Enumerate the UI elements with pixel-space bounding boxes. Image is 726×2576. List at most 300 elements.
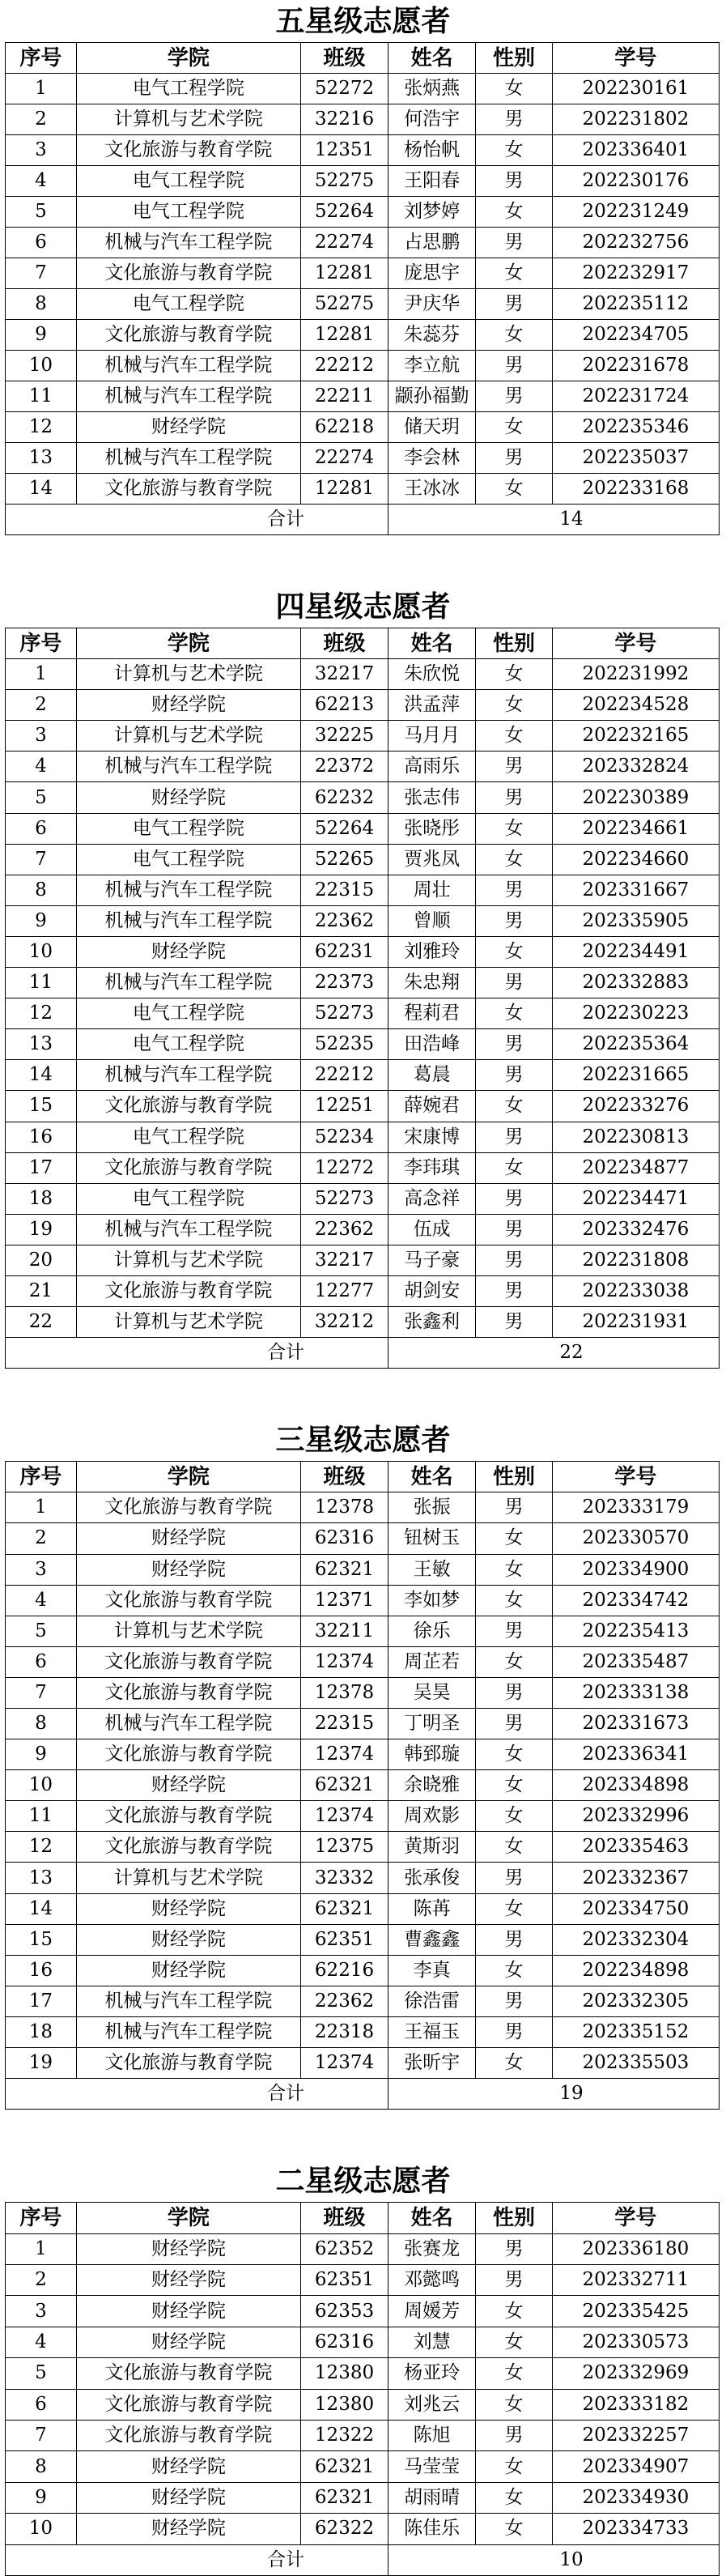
class-cell: 12272 (300, 1152, 388, 1183)
class-cell: 22274 (300, 228, 388, 258)
column-header-college: 学院 (76, 2203, 300, 2233)
seq-cell: 8 (6, 1709, 77, 1739)
seq-cell: 13 (6, 1863, 77, 1893)
table-row (6, 166, 720, 197)
section-title: 五星级志愿者 (275, 4, 451, 38)
student-id-cell: 202335463 (552, 1832, 719, 1863)
name-cell: 马月月 (388, 721, 476, 752)
seq-cell: 7 (6, 844, 77, 875)
class-cell: 12380 (300, 2389, 388, 2420)
name-cell: 胡剑安 (388, 1275, 476, 1306)
name-cell: 李如梦 (388, 1585, 476, 1616)
table-row (6, 2451, 720, 2482)
table-row (6, 1091, 720, 1122)
gender-cell: 女 (476, 2358, 553, 2389)
seq-cell: 4 (6, 752, 77, 782)
student-id-cell: 202333182 (552, 2389, 719, 2420)
seq-cell: 4 (6, 2327, 77, 2357)
seq-cell: 21 (6, 1275, 77, 1306)
student-id-cell: 202234528 (552, 690, 719, 721)
seq-cell: 10 (6, 2514, 77, 2544)
class-cell: 52264 (300, 197, 388, 228)
column-header-seq: 序号 (6, 2203, 77, 2233)
table-row (6, 1739, 720, 1770)
student-id-cell: 202234491 (552, 936, 719, 967)
student-id-cell: 202232165 (552, 721, 719, 752)
seq-cell: 9 (6, 905, 77, 936)
student-id-cell: 202336401 (552, 135, 719, 166)
class-cell: 62216 (300, 1955, 388, 1986)
name-cell: 张晓彤 (388, 813, 476, 844)
seq-cell: 5 (6, 1616, 77, 1646)
table-row (6, 1554, 720, 1585)
college-cell: 财经学院 (76, 2482, 300, 2513)
gender-cell: 女 (476, 813, 553, 844)
table-row (6, 1832, 720, 1863)
column-header-gender: 性别 (476, 1462, 553, 1492)
student-id-cell: 202333138 (552, 1677, 719, 1708)
class-cell: 62353 (300, 2296, 388, 2327)
college-cell: 文化旅游与教育学院 (76, 1739, 300, 1770)
column-header-student-id: 学号 (552, 43, 719, 74)
gender-cell: 男 (476, 1677, 553, 1708)
college-cell: 文化旅游与教育学院 (76, 2389, 300, 2420)
column-header-class: 班级 (300, 2203, 388, 2233)
column-header-college: 学院 (76, 43, 300, 74)
table-row (6, 320, 720, 351)
college-cell: 机械与汽车工程学院 (76, 875, 300, 905)
name-cell: 李真 (388, 1955, 476, 1986)
table-row (6, 197, 720, 228)
college-cell: 文化旅游与教育学院 (76, 1585, 300, 1616)
total-label: 合计 (6, 1338, 388, 1369)
gender-cell: 女 (476, 1585, 553, 1616)
gender-cell: 男 (476, 875, 553, 905)
student-id-cell: 202334742 (552, 1585, 719, 1616)
student-id-cell: 202234661 (552, 813, 719, 844)
roster-section (0, 1419, 726, 2110)
college-cell: 机械与汽车工程学院 (76, 1709, 300, 1739)
table-row (6, 74, 720, 104)
college-cell: 文化旅游与教育学院 (76, 1091, 300, 1122)
gender-cell: 男 (476, 2016, 553, 2047)
name-cell: 陈旭 (388, 2420, 476, 2450)
seq-cell: 19 (6, 1214, 77, 1245)
table-row (6, 813, 720, 844)
name-cell: 朱蕊芬 (388, 320, 476, 351)
class-cell: 12351 (300, 135, 388, 166)
seq-cell: 20 (6, 1245, 77, 1275)
table-row (6, 1924, 720, 1955)
name-cell: 韩郅璇 (388, 1739, 476, 1770)
college-cell: 机械与汽车工程学院 (76, 1060, 300, 1091)
table-row (6, 443, 720, 474)
table-row (6, 752, 720, 782)
class-cell: 32211 (300, 1616, 388, 1646)
name-cell: 张鑫利 (388, 1307, 476, 1338)
student-id-cell: 202336341 (552, 1739, 719, 1770)
column-header-class: 班级 (300, 628, 388, 659)
table-row (6, 1183, 720, 1214)
gender-cell: 女 (476, 1955, 553, 1986)
seq-cell: 6 (6, 2389, 77, 2420)
seq-cell: 5 (6, 782, 77, 813)
name-cell: 刘兆云 (388, 2389, 476, 2420)
college-cell: 文化旅游与教育学院 (76, 2358, 300, 2389)
roster-section (0, 585, 726, 1369)
gender-cell: 男 (476, 381, 553, 412)
seq-cell: 11 (6, 1801, 77, 1832)
table-row (6, 289, 720, 320)
gender-cell: 女 (476, 412, 553, 443)
gender-cell: 男 (476, 1616, 553, 1646)
name-cell: 庞思宇 (388, 258, 476, 289)
student-id-cell: 202231931 (552, 1307, 719, 1338)
student-id-cell: 202230161 (552, 74, 719, 104)
name-cell: 张昕宇 (388, 2048, 476, 2079)
college-cell: 计算机与艺术学院 (76, 1245, 300, 1275)
student-id-cell: 202231802 (552, 104, 719, 135)
table-row (6, 228, 720, 258)
class-cell: 62351 (300, 2265, 388, 2296)
gender-cell: 男 (476, 104, 553, 135)
class-cell: 12380 (300, 2358, 388, 2389)
section-title: 三星级志愿者 (275, 1423, 451, 1458)
gender-cell: 女 (476, 474, 553, 505)
name-cell: 尹庆华 (388, 289, 476, 320)
seq-cell: 14 (6, 1060, 77, 1091)
table-row (6, 936, 720, 967)
gender-cell: 女 (476, 1832, 553, 1863)
gender-cell: 男 (476, 1492, 553, 1523)
name-cell: 徐浩雷 (388, 1986, 476, 2016)
student-id-cell: 202336180 (552, 2233, 719, 2264)
name-cell: 周芷若 (388, 1646, 476, 1677)
table-row (6, 2016, 720, 2047)
class-cell: 62322 (300, 2514, 388, 2544)
gender-cell: 女 (476, 1770, 553, 1801)
gender-cell: 女 (476, 1091, 553, 1122)
name-cell: 张赛龙 (388, 2233, 476, 2264)
gender-cell: 男 (476, 1214, 553, 1245)
column-header-name: 姓名 (388, 628, 476, 659)
name-cell: 张振 (388, 1492, 476, 1523)
total-label: 合计 (6, 505, 388, 535)
class-cell: 12281 (300, 320, 388, 351)
student-id-cell: 202332969 (552, 2358, 719, 2389)
seq-cell: 7 (6, 2420, 77, 2450)
name-cell: 伍成 (388, 1214, 476, 1245)
seq-cell: 17 (6, 1986, 77, 2016)
table-row (6, 1863, 720, 1893)
student-id-cell: 202233168 (552, 474, 719, 505)
class-cell: 52273 (300, 998, 388, 1029)
gender-cell: 女 (476, 690, 553, 721)
seq-cell: 6 (6, 813, 77, 844)
seq-cell: 13 (6, 1029, 77, 1060)
table-row (6, 412, 720, 443)
class-cell: 22315 (300, 1709, 388, 1739)
roster-table (5, 628, 720, 1369)
table-row (6, 2420, 720, 2450)
table-row (6, 2265, 720, 2296)
student-id-cell: 202231724 (552, 381, 719, 412)
seq-cell: 3 (6, 2296, 77, 2327)
seq-cell: 9 (6, 1739, 77, 1770)
seq-cell: 2 (6, 104, 77, 135)
class-cell: 22315 (300, 875, 388, 905)
college-cell: 财经学院 (76, 2296, 300, 2327)
name-cell: 李会林 (388, 443, 476, 474)
college-cell: 电气工程学院 (76, 197, 300, 228)
class-cell: 22274 (300, 443, 388, 474)
college-cell: 电气工程学院 (76, 998, 300, 1029)
class-cell: 12281 (300, 474, 388, 505)
table-header-row (6, 1462, 720, 1492)
table-row (6, 1492, 720, 1523)
class-cell: 52235 (300, 1029, 388, 1060)
college-cell: 财经学院 (76, 2327, 300, 2357)
class-cell: 22212 (300, 351, 388, 381)
college-cell: 电气工程学院 (76, 166, 300, 197)
class-cell: 62351 (300, 1924, 388, 1955)
column-header-seq: 序号 (6, 628, 77, 659)
table-row (6, 844, 720, 875)
student-id-cell: 202334750 (552, 1893, 719, 1924)
class-cell: 12251 (300, 1091, 388, 1122)
column-header-gender: 性别 (476, 2203, 553, 2233)
seq-cell: 10 (6, 1770, 77, 1801)
student-id-cell: 202335425 (552, 2296, 719, 2327)
seq-cell: 10 (6, 351, 77, 381)
name-cell: 徐乐 (388, 1616, 476, 1646)
class-cell: 62316 (300, 2327, 388, 2357)
college-cell: 文化旅游与教育学院 (76, 2048, 300, 2079)
seq-cell: 1 (6, 74, 77, 104)
name-cell: 王福玉 (388, 2016, 476, 2047)
gender-cell: 男 (476, 2265, 553, 2296)
name-cell: 张承俊 (388, 1863, 476, 1893)
gender-cell: 女 (476, 1646, 553, 1677)
student-id-cell: 202330570 (552, 1523, 719, 1554)
college-cell: 计算机与艺术学院 (76, 659, 300, 690)
student-id-cell: 202333179 (552, 1492, 719, 1523)
column-header-college: 学院 (76, 628, 300, 659)
table-row (6, 1646, 720, 1677)
class-cell: 32217 (300, 659, 388, 690)
seq-cell: 12 (6, 998, 77, 1029)
gender-cell: 男 (476, 1275, 553, 1306)
gender-cell: 女 (476, 2327, 553, 2357)
student-id-cell: 202233038 (552, 1275, 719, 1306)
college-cell: 机械与汽车工程学院 (76, 381, 300, 412)
table-row (6, 1801, 720, 1832)
student-id-cell: 202235112 (552, 289, 719, 320)
name-cell: 王阳春 (388, 166, 476, 197)
college-cell: 计算机与艺术学院 (76, 104, 300, 135)
class-cell: 22362 (300, 905, 388, 936)
table-row (6, 381, 720, 412)
name-cell: 余晓雅 (388, 1770, 476, 1801)
gender-cell: 男 (476, 289, 553, 320)
college-cell: 机械与汽车工程学院 (76, 1214, 300, 1245)
name-cell: 李立航 (388, 351, 476, 381)
seq-cell: 5 (6, 197, 77, 228)
seq-cell: 4 (6, 166, 77, 197)
seq-cell: 8 (6, 289, 77, 320)
gender-cell: 男 (476, 905, 553, 936)
name-cell: 丁明圣 (388, 1709, 476, 1739)
table-row (6, 2048, 720, 2079)
gender-cell: 男 (476, 166, 553, 197)
seq-cell: 3 (6, 135, 77, 166)
student-id-cell: 202231678 (552, 351, 719, 381)
college-cell: 计算机与艺术学院 (76, 1863, 300, 1893)
table-row (6, 2514, 720, 2544)
gender-cell: 男 (476, 1709, 553, 1739)
table-header-row (6, 43, 720, 74)
table-row (6, 1616, 720, 1646)
student-id-cell: 202330573 (552, 2327, 719, 2357)
roster-table (5, 2202, 720, 2576)
gender-cell: 女 (476, 1739, 553, 1770)
column-header-class: 班级 (300, 1462, 388, 1492)
student-id-cell: 202234471 (552, 1183, 719, 1214)
seq-cell: 2 (6, 2265, 77, 2296)
table-row (6, 1585, 720, 1616)
student-id-cell: 202332711 (552, 2265, 719, 2296)
student-id-cell: 202230813 (552, 1122, 719, 1152)
section-title: 二星级志愿者 (275, 2164, 451, 2199)
name-cell: 朱忠翔 (388, 968, 476, 998)
name-cell: 李玮琪 (388, 1152, 476, 1183)
gender-cell: 女 (476, 1893, 553, 1924)
student-id-cell: 202230176 (552, 166, 719, 197)
total-label: 合计 (6, 2079, 388, 2110)
student-id-cell: 202332476 (552, 1214, 719, 1245)
class-cell: 32225 (300, 721, 388, 752)
college-cell: 文化旅游与教育学院 (76, 1801, 300, 1832)
table-row (6, 2482, 720, 2513)
table-row (6, 2389, 720, 2420)
college-cell: 财经学院 (76, 2233, 300, 2264)
name-cell: 朱欣悦 (388, 659, 476, 690)
class-cell: 62231 (300, 936, 388, 967)
college-cell: 机械与汽车工程学院 (76, 443, 300, 474)
table-row (6, 721, 720, 752)
table-row (6, 1307, 720, 1338)
gender-cell: 男 (476, 1029, 553, 1060)
name-cell: 高雨乐 (388, 752, 476, 782)
table-row (6, 2327, 720, 2357)
total-count: 22 (388, 1338, 720, 1369)
student-id-cell: 202332996 (552, 1801, 719, 1832)
college-cell: 文化旅游与教育学院 (76, 474, 300, 505)
gender-cell: 女 (476, 2296, 553, 2327)
student-id-cell: 202234898 (552, 1955, 719, 1986)
class-cell: 22212 (300, 1060, 388, 1091)
name-cell: 马莹莹 (388, 2451, 476, 2482)
total-count: 14 (388, 505, 720, 535)
table-row (6, 474, 720, 505)
class-cell: 32212 (300, 1307, 388, 1338)
college-cell: 文化旅游与教育学院 (76, 1646, 300, 1677)
table-row (6, 2296, 720, 2327)
college-cell: 机械与汽车工程学院 (76, 1986, 300, 2016)
seq-cell: 18 (6, 2016, 77, 2047)
gender-cell: 女 (476, 998, 553, 1029)
total-row (6, 2544, 720, 2575)
student-id-cell: 202332824 (552, 752, 719, 782)
name-cell: 程莉君 (388, 998, 476, 1029)
college-cell: 文化旅游与教育学院 (76, 320, 300, 351)
student-id-cell: 202334907 (552, 2451, 719, 2482)
gender-cell: 女 (476, 1152, 553, 1183)
name-cell: 王敏 (388, 1554, 476, 1585)
column-header-gender: 性别 (476, 43, 553, 74)
class-cell: 12378 (300, 1492, 388, 1523)
class-cell: 32332 (300, 1863, 388, 1893)
table-row (6, 782, 720, 813)
table-header-row (6, 628, 720, 659)
seq-cell: 18 (6, 1183, 77, 1214)
gender-cell: 女 (476, 1801, 553, 1832)
student-id-cell: 202234660 (552, 844, 719, 875)
table-row (6, 659, 720, 690)
college-cell: 文化旅游与教育学院 (76, 258, 300, 289)
class-cell: 52264 (300, 813, 388, 844)
college-cell: 文化旅游与教育学院 (76, 1677, 300, 1708)
seq-cell: 1 (6, 659, 77, 690)
college-cell: 计算机与艺术学院 (76, 721, 300, 752)
table-row (6, 1893, 720, 1924)
roster-table (5, 42, 720, 535)
name-cell: 胡雨晴 (388, 2482, 476, 2513)
seq-cell: 12 (6, 412, 77, 443)
student-id-cell: 202332305 (552, 1986, 719, 2016)
student-id-cell: 202231808 (552, 1245, 719, 1275)
name-cell: 洪孟萍 (388, 690, 476, 721)
table-row (6, 875, 720, 905)
seq-cell: 16 (6, 1955, 77, 1986)
college-cell: 财经学院 (76, 2451, 300, 2482)
class-cell: 62352 (300, 2233, 388, 2264)
name-cell: 刘梦婷 (388, 197, 476, 228)
student-id-cell: 202334898 (552, 1770, 719, 1801)
seq-cell: 7 (6, 1677, 77, 1708)
college-cell: 电气工程学院 (76, 844, 300, 875)
class-cell: 12374 (300, 2048, 388, 2079)
gender-cell: 女 (476, 1554, 553, 1585)
gender-cell: 女 (476, 258, 553, 289)
college-cell: 机械与汽车工程学院 (76, 905, 300, 936)
class-cell: 22372 (300, 752, 388, 782)
name-cell: 马子豪 (388, 1245, 476, 1275)
student-id-cell: 202232756 (552, 228, 719, 258)
class-cell: 12322 (300, 2420, 388, 2450)
gender-cell: 男 (476, 1863, 553, 1893)
student-id-cell: 202230389 (552, 782, 719, 813)
class-cell: 22211 (300, 381, 388, 412)
roster-section (0, 0, 726, 535)
class-cell: 12374 (300, 1739, 388, 1770)
table-row (6, 690, 720, 721)
college-cell: 财经学院 (76, 1523, 300, 1554)
table-row (6, 998, 720, 1029)
seq-cell: 11 (6, 968, 77, 998)
gender-cell: 男 (476, 228, 553, 258)
column-header-name: 姓名 (388, 2203, 476, 2233)
